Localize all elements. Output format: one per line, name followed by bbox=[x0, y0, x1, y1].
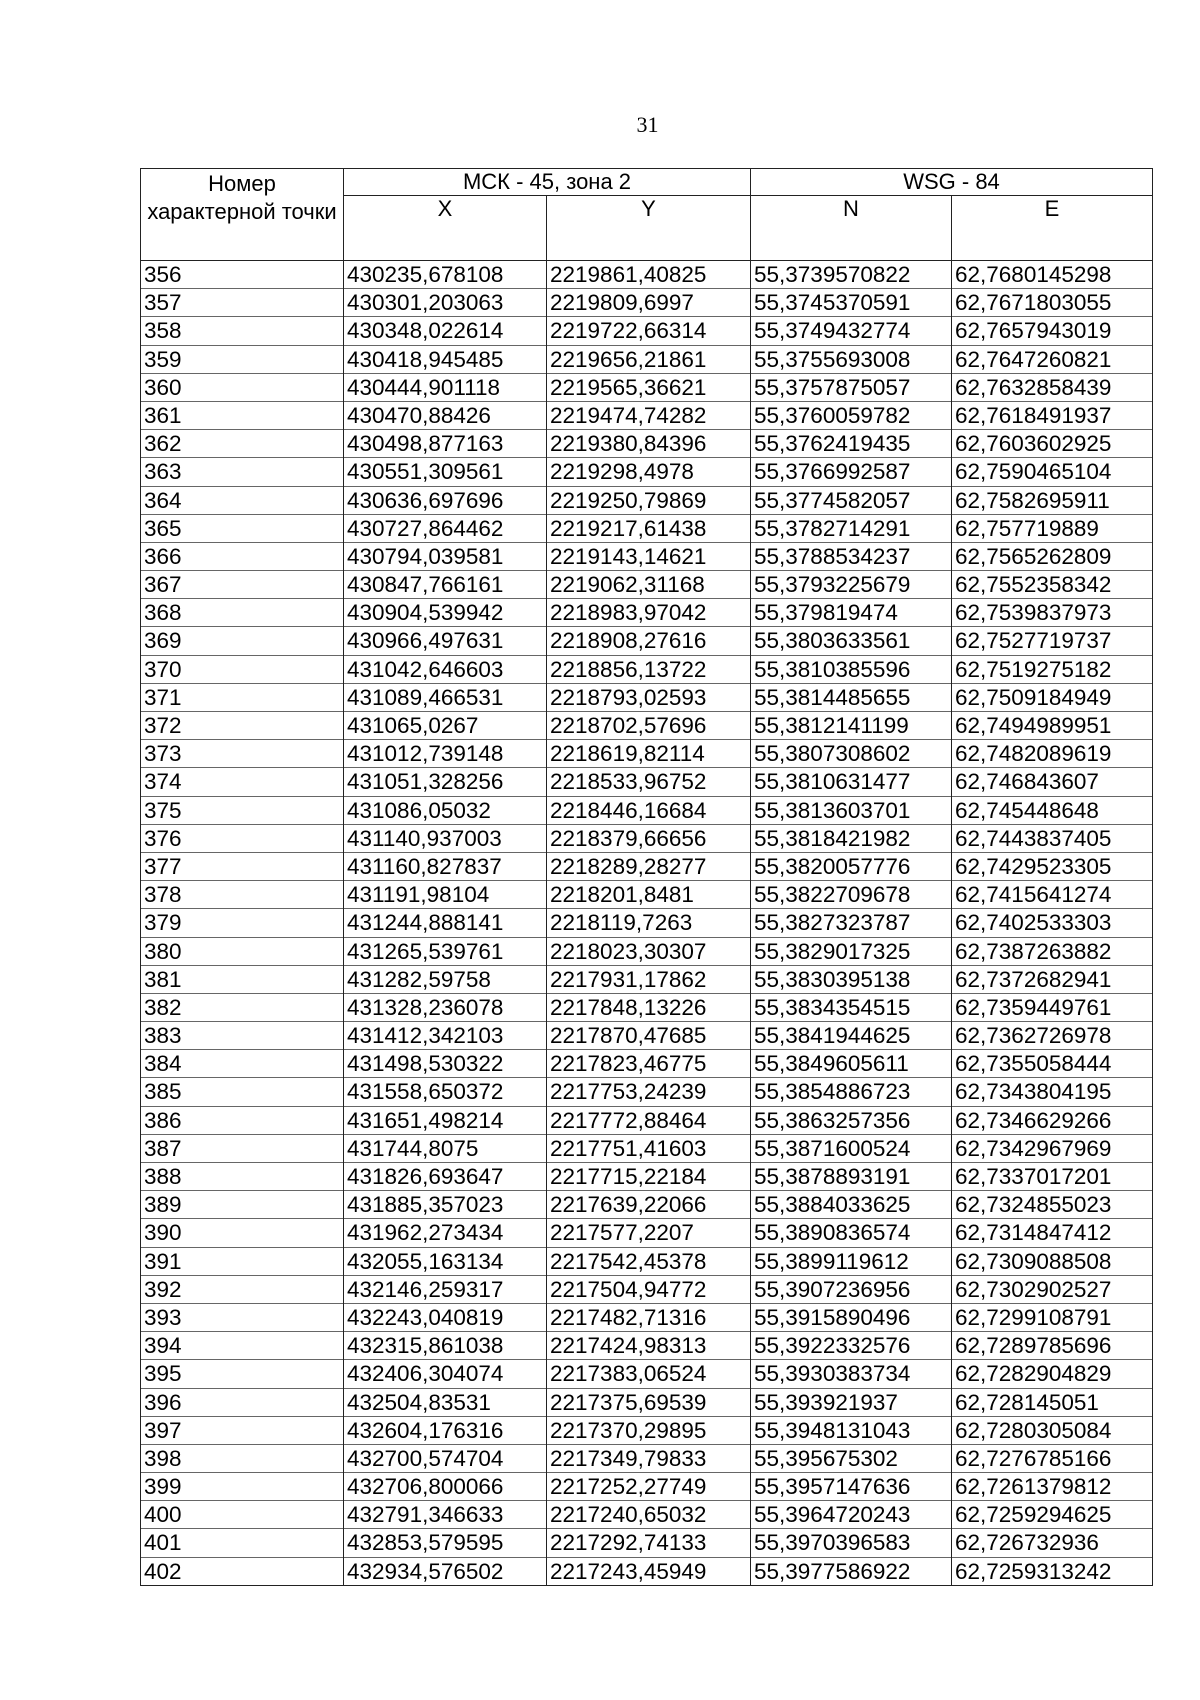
table-row bbox=[141, 289, 1153, 317]
page-number: 31 bbox=[636, 112, 659, 137]
table-row bbox=[141, 937, 1153, 965]
cell-n: 55,3915890496 bbox=[751, 1303, 952, 1331]
coordinates-table bbox=[140, 168, 1153, 1586]
cell-y: 2219565,36621 bbox=[547, 373, 751, 401]
cell-n: 55,3922332576 bbox=[751, 1332, 952, 1360]
cell-point-number: 396 bbox=[141, 1388, 344, 1416]
cell-e: 62,7539837973 bbox=[952, 599, 1153, 627]
cell-point-number: 398 bbox=[141, 1444, 344, 1472]
cell-y: 2218379,66656 bbox=[547, 824, 751, 852]
cell-x: 430966,497631 bbox=[344, 627, 547, 655]
cell-point-number: 356 bbox=[141, 261, 344, 289]
cell-n: 55,3829017325 bbox=[751, 937, 952, 965]
cell-x: 431042,646603 bbox=[344, 655, 547, 683]
cell-point-number: 369 bbox=[141, 627, 344, 655]
cell-point-number: 375 bbox=[141, 796, 344, 824]
cell-e: 62,7299108791 bbox=[952, 1303, 1153, 1331]
table-row bbox=[141, 1022, 1153, 1050]
cell-x: 431885,357023 bbox=[344, 1191, 547, 1219]
cell-y: 2217870,47685 bbox=[547, 1022, 751, 1050]
cell-x: 431140,937003 bbox=[344, 824, 547, 852]
table-row bbox=[141, 965, 1153, 993]
cell-e: 62,7590465104 bbox=[952, 458, 1153, 486]
cell-point-number: 371 bbox=[141, 683, 344, 711]
cell-e: 62,7261379812 bbox=[952, 1473, 1153, 1501]
table-header bbox=[141, 169, 1153, 261]
header-msk-group: МСК - 45, зона 2 bbox=[344, 169, 751, 196]
cell-e: 62,7671803055 bbox=[952, 289, 1153, 317]
cell-e: 62,7429523305 bbox=[952, 852, 1153, 880]
cell-n: 55,3930383734 bbox=[751, 1360, 952, 1388]
cell-x: 431962,273434 bbox=[344, 1219, 547, 1247]
table-row bbox=[141, 401, 1153, 429]
cell-n: 55,3820057776 bbox=[751, 852, 952, 880]
cell-e: 62,745448648 bbox=[952, 796, 1153, 824]
cell-point-number: 362 bbox=[141, 430, 344, 458]
table-row bbox=[141, 1050, 1153, 1078]
cell-n: 55,3948131043 bbox=[751, 1416, 952, 1444]
cell-e: 62,726732936 bbox=[952, 1529, 1153, 1557]
table-row bbox=[141, 458, 1153, 486]
cell-point-number: 364 bbox=[141, 486, 344, 514]
cell-x: 431498,530322 bbox=[344, 1050, 547, 1078]
cell-point-number: 395 bbox=[141, 1360, 344, 1388]
cell-x: 431826,693647 bbox=[344, 1163, 547, 1191]
cell-x: 430444,901118 bbox=[344, 373, 547, 401]
cell-y: 2219250,79869 bbox=[547, 486, 751, 514]
header-n: N bbox=[751, 196, 952, 261]
table-row bbox=[141, 1444, 1153, 1472]
cell-e: 62,7346629266 bbox=[952, 1106, 1153, 1134]
table-row bbox=[141, 1332, 1153, 1360]
cell-y: 2217848,13226 bbox=[547, 993, 751, 1021]
cell-x: 431191,98104 bbox=[344, 881, 547, 909]
cell-n: 55,3749432774 bbox=[751, 317, 952, 345]
cell-y: 2218289,28277 bbox=[547, 852, 751, 880]
cell-e: 62,7443837405 bbox=[952, 824, 1153, 852]
cell-x: 431065,0267 bbox=[344, 712, 547, 740]
cell-n: 55,3884033625 bbox=[751, 1191, 952, 1219]
cell-x: 430847,766161 bbox=[344, 571, 547, 599]
cell-n: 55,3890836574 bbox=[751, 1219, 952, 1247]
cell-point-number: 385 bbox=[141, 1078, 344, 1106]
cell-n: 55,3810631477 bbox=[751, 768, 952, 796]
cell-x: 430904,539942 bbox=[344, 599, 547, 627]
cell-n: 55,3766992587 bbox=[751, 458, 952, 486]
cell-x: 431744,8075 bbox=[344, 1134, 547, 1162]
cell-point-number: 390 bbox=[141, 1219, 344, 1247]
cell-n: 55,3827323787 bbox=[751, 909, 952, 937]
table-row bbox=[141, 1388, 1153, 1416]
cell-e: 62,7527719737 bbox=[952, 627, 1153, 655]
table-row bbox=[141, 1078, 1153, 1106]
cell-point-number: 391 bbox=[141, 1247, 344, 1275]
cell-x: 431558,650372 bbox=[344, 1078, 547, 1106]
cell-n: 55,3849605611 bbox=[751, 1050, 952, 1078]
table-body bbox=[141, 261, 1153, 1586]
cell-n: 55,3822709678 bbox=[751, 881, 952, 909]
cell-y: 2217482,71316 bbox=[547, 1303, 751, 1331]
cell-e: 62,7582695911 bbox=[952, 486, 1153, 514]
cell-n: 55,3814485655 bbox=[751, 683, 952, 711]
table-row bbox=[141, 599, 1153, 627]
table-row bbox=[141, 796, 1153, 824]
cell-x: 431089,466531 bbox=[344, 683, 547, 711]
cell-x: 431012,739148 bbox=[344, 740, 547, 768]
cell-y: 2217753,24239 bbox=[547, 1078, 751, 1106]
cell-n: 55,3745370591 bbox=[751, 289, 952, 317]
cell-e: 62,7343804195 bbox=[952, 1078, 1153, 1106]
table-row bbox=[141, 1473, 1153, 1501]
cell-n: 55,3957147636 bbox=[751, 1473, 952, 1501]
cell-e: 62,7415641274 bbox=[952, 881, 1153, 909]
cell-e: 62,7618491937 bbox=[952, 401, 1153, 429]
cell-x: 432791,346633 bbox=[344, 1501, 547, 1529]
cell-y: 2218702,57696 bbox=[547, 712, 751, 740]
cell-e: 62,728145051 bbox=[952, 1388, 1153, 1416]
table-row bbox=[141, 881, 1153, 909]
table-row bbox=[141, 1303, 1153, 1331]
cell-n: 55,3810385596 bbox=[751, 655, 952, 683]
cell-e: 62,7359449761 bbox=[952, 993, 1153, 1021]
cell-point-number: 357 bbox=[141, 289, 344, 317]
cell-n: 55,395675302 bbox=[751, 1444, 952, 1472]
header-point-number: Номер характерной точки bbox=[141, 169, 344, 261]
cell-x: 430551,309561 bbox=[344, 458, 547, 486]
cell-point-number: 383 bbox=[141, 1022, 344, 1050]
cell-y: 2219298,4978 bbox=[547, 458, 751, 486]
cell-y: 2219474,74282 bbox=[547, 401, 751, 429]
cell-e: 62,7603602925 bbox=[952, 430, 1153, 458]
table-row bbox=[141, 1529, 1153, 1557]
cell-x: 431051,328256 bbox=[344, 768, 547, 796]
header-y: Y bbox=[547, 196, 751, 261]
table-row bbox=[141, 317, 1153, 345]
cell-n: 55,3803633561 bbox=[751, 627, 952, 655]
cell-point-number: 358 bbox=[141, 317, 344, 345]
cell-e: 62,7482089619 bbox=[952, 740, 1153, 768]
cell-y: 2219861,40825 bbox=[547, 261, 751, 289]
cell-y: 2218446,16684 bbox=[547, 796, 751, 824]
cell-y: 2217504,94772 bbox=[547, 1275, 751, 1303]
table-row bbox=[141, 1275, 1153, 1303]
cell-x: 432934,576502 bbox=[344, 1557, 547, 1585]
cell-x: 430301,203063 bbox=[344, 289, 547, 317]
cell-y: 2217772,88464 bbox=[547, 1106, 751, 1134]
table-row bbox=[141, 768, 1153, 796]
cell-x: 430636,697696 bbox=[344, 486, 547, 514]
cell-point-number: 368 bbox=[141, 599, 344, 627]
cell-n: 55,3813603701 bbox=[751, 796, 952, 824]
table-row bbox=[141, 514, 1153, 542]
cell-point-number: 401 bbox=[141, 1529, 344, 1557]
cell-point-number: 366 bbox=[141, 542, 344, 570]
cell-n: 55,379819474 bbox=[751, 599, 952, 627]
cell-point-number: 370 bbox=[141, 655, 344, 683]
table-row bbox=[141, 655, 1153, 683]
cell-y: 2218201,8481 bbox=[547, 881, 751, 909]
cell-e: 62,7324855023 bbox=[952, 1191, 1153, 1219]
cell-y: 2219062,31168 bbox=[547, 571, 751, 599]
cell-point-number: 384 bbox=[141, 1050, 344, 1078]
table-row bbox=[141, 740, 1153, 768]
cell-e: 62,757719889 bbox=[952, 514, 1153, 542]
table-row bbox=[141, 683, 1153, 711]
cell-n: 55,3907236956 bbox=[751, 1275, 952, 1303]
cell-n: 55,3830395138 bbox=[751, 965, 952, 993]
cell-e: 62,7519275182 bbox=[952, 655, 1153, 683]
cell-point-number: 372 bbox=[141, 712, 344, 740]
cell-point-number: 377 bbox=[141, 852, 344, 880]
cell-n: 55,3812141199 bbox=[751, 712, 952, 740]
header-e: E bbox=[952, 196, 1153, 261]
cell-y: 2218023,30307 bbox=[547, 937, 751, 965]
cell-e: 62,7259313242 bbox=[952, 1557, 1153, 1585]
cell-y: 2217751,41603 bbox=[547, 1134, 751, 1162]
cell-y: 2218983,97042 bbox=[547, 599, 751, 627]
cell-e: 62,7314847412 bbox=[952, 1219, 1153, 1247]
cell-point-number: 397 bbox=[141, 1416, 344, 1444]
cell-point-number: 361 bbox=[141, 401, 344, 429]
cell-point-number: 365 bbox=[141, 514, 344, 542]
cell-x: 432504,83531 bbox=[344, 1388, 547, 1416]
cell-x: 430235,678108 bbox=[344, 261, 547, 289]
cell-x: 431086,05032 bbox=[344, 796, 547, 824]
header-wsg-group: WSG - 84 bbox=[751, 169, 1153, 196]
cell-e: 62,7282904829 bbox=[952, 1360, 1153, 1388]
cell-point-number: 381 bbox=[141, 965, 344, 993]
cell-y: 2217240,65032 bbox=[547, 1501, 751, 1529]
cell-point-number: 399 bbox=[141, 1473, 344, 1501]
cell-y: 2217931,17862 bbox=[547, 965, 751, 993]
cell-e: 62,7680145298 bbox=[952, 261, 1153, 289]
cell-e: 62,7372682941 bbox=[952, 965, 1153, 993]
table-row bbox=[141, 1219, 1153, 1247]
cell-e: 62,7342967969 bbox=[952, 1134, 1153, 1162]
cell-point-number: 387 bbox=[141, 1134, 344, 1162]
cell-point-number: 393 bbox=[141, 1303, 344, 1331]
cell-y: 2218793,02593 bbox=[547, 683, 751, 711]
cell-y: 2217349,79833 bbox=[547, 1444, 751, 1472]
table-row bbox=[141, 852, 1153, 880]
header-row-groups bbox=[141, 169, 1153, 196]
cell-x: 432243,040819 bbox=[344, 1303, 547, 1331]
table-row bbox=[141, 1501, 1153, 1529]
cell-x: 431265,539761 bbox=[344, 937, 547, 965]
table-row bbox=[141, 542, 1153, 570]
cell-n: 55,3899119612 bbox=[751, 1247, 952, 1275]
cell-e: 62,7259294625 bbox=[952, 1501, 1153, 1529]
cell-x: 432700,574704 bbox=[344, 1444, 547, 1472]
cell-n: 55,393921937 bbox=[751, 1388, 952, 1416]
cell-y: 2219380,84396 bbox=[547, 430, 751, 458]
cell-n: 55,3739570822 bbox=[751, 261, 952, 289]
cell-x: 432055,163134 bbox=[344, 1247, 547, 1275]
cell-point-number: 389 bbox=[141, 1191, 344, 1219]
cell-point-number: 360 bbox=[141, 373, 344, 401]
cell-point-number: 388 bbox=[141, 1163, 344, 1191]
cell-point-number: 378 bbox=[141, 881, 344, 909]
cell-point-number: 373 bbox=[141, 740, 344, 768]
cell-n: 55,3970396583 bbox=[751, 1529, 952, 1557]
cell-y: 2217715,22184 bbox=[547, 1163, 751, 1191]
cell-x: 432315,861038 bbox=[344, 1332, 547, 1360]
cell-y: 2217823,46775 bbox=[547, 1050, 751, 1078]
table-row bbox=[141, 824, 1153, 852]
cell-x: 432853,579595 bbox=[344, 1529, 547, 1557]
header-x: X bbox=[344, 196, 547, 261]
cell-y: 2219143,14621 bbox=[547, 542, 751, 570]
cell-x: 431651,498214 bbox=[344, 1106, 547, 1134]
table-row bbox=[141, 1163, 1153, 1191]
cell-e: 62,7494989951 bbox=[952, 712, 1153, 740]
cell-x: 431282,59758 bbox=[344, 965, 547, 993]
cell-e: 62,7509184949 bbox=[952, 683, 1153, 711]
cell-point-number: 363 bbox=[141, 458, 344, 486]
cell-y: 2217639,22066 bbox=[547, 1191, 751, 1219]
cell-y: 2217424,98313 bbox=[547, 1332, 751, 1360]
cell-x: 432406,304074 bbox=[344, 1360, 547, 1388]
cell-n: 55,3863257356 bbox=[751, 1106, 952, 1134]
cell-x: 431412,342103 bbox=[344, 1022, 547, 1050]
cell-point-number: 380 bbox=[141, 937, 344, 965]
cell-point-number: 367 bbox=[141, 571, 344, 599]
table-row bbox=[141, 373, 1153, 401]
cell-n: 55,3762419435 bbox=[751, 430, 952, 458]
table-row bbox=[141, 993, 1153, 1021]
cell-point-number: 374 bbox=[141, 768, 344, 796]
cell-point-number: 400 bbox=[141, 1501, 344, 1529]
cell-x: 432604,176316 bbox=[344, 1416, 547, 1444]
cell-n: 55,3964720243 bbox=[751, 1501, 952, 1529]
cell-e: 62,7565262809 bbox=[952, 542, 1153, 570]
table-row bbox=[141, 486, 1153, 514]
cell-n: 55,3854886723 bbox=[751, 1078, 952, 1106]
cell-y: 2217542,45378 bbox=[547, 1247, 751, 1275]
table-row bbox=[141, 571, 1153, 599]
cell-y: 2218856,13722 bbox=[547, 655, 751, 683]
cell-y: 2219217,61438 bbox=[547, 514, 751, 542]
cell-x: 430470,88426 bbox=[344, 401, 547, 429]
table-row bbox=[141, 1247, 1153, 1275]
table-row bbox=[141, 1416, 1153, 1444]
cell-y: 2219722,66314 bbox=[547, 317, 751, 345]
cell-point-number: 392 bbox=[141, 1275, 344, 1303]
cell-y: 2218533,96752 bbox=[547, 768, 751, 796]
cell-e: 62,746843607 bbox=[952, 768, 1153, 796]
cell-e: 62,7647260821 bbox=[952, 345, 1153, 373]
table-row bbox=[141, 261, 1153, 289]
cell-e: 62,7276785166 bbox=[952, 1444, 1153, 1472]
cell-n: 55,3757875057 bbox=[751, 373, 952, 401]
table-row bbox=[141, 1191, 1153, 1219]
table-row bbox=[141, 1360, 1153, 1388]
cell-e: 62,7657943019 bbox=[952, 317, 1153, 345]
cell-x: 430794,039581 bbox=[344, 542, 547, 570]
cell-n: 55,3834354515 bbox=[751, 993, 952, 1021]
cell-e: 62,7362726978 bbox=[952, 1022, 1153, 1050]
cell-y: 2219809,6997 bbox=[547, 289, 751, 317]
cell-point-number: 386 bbox=[141, 1106, 344, 1134]
table-row bbox=[141, 627, 1153, 655]
cell-point-number: 394 bbox=[141, 1332, 344, 1360]
cell-n: 55,3782714291 bbox=[751, 514, 952, 542]
cell-n: 55,3793225679 bbox=[751, 571, 952, 599]
table-row bbox=[141, 345, 1153, 373]
cell-x: 430418,945485 bbox=[344, 345, 547, 373]
cell-x: 430498,877163 bbox=[344, 430, 547, 458]
cell-n: 55,3788534237 bbox=[751, 542, 952, 570]
cell-e: 62,7337017201 bbox=[952, 1163, 1153, 1191]
cell-e: 62,7632858439 bbox=[952, 373, 1153, 401]
cell-n: 55,3878893191 bbox=[751, 1163, 952, 1191]
table-row bbox=[141, 1134, 1153, 1162]
cell-n: 55,3760059782 bbox=[751, 401, 952, 429]
cell-e: 62,7387263882 bbox=[952, 937, 1153, 965]
cell-e: 62,7355058444 bbox=[952, 1050, 1153, 1078]
table-row bbox=[141, 712, 1153, 740]
cell-y: 2218908,27616 bbox=[547, 627, 751, 655]
cell-n: 55,3818421982 bbox=[751, 824, 952, 852]
table-row bbox=[141, 1557, 1153, 1585]
cell-e: 62,7402533303 bbox=[952, 909, 1153, 937]
cell-point-number: 376 bbox=[141, 824, 344, 852]
cell-point-number: 402 bbox=[141, 1557, 344, 1585]
table-row bbox=[141, 1106, 1153, 1134]
cell-e: 62,7309088508 bbox=[952, 1247, 1153, 1275]
cell-y: 2217292,74133 bbox=[547, 1529, 751, 1557]
cell-x: 430348,022614 bbox=[344, 317, 547, 345]
cell-n: 55,3774582057 bbox=[751, 486, 952, 514]
cell-e: 62,7302902527 bbox=[952, 1275, 1153, 1303]
table-row bbox=[141, 430, 1153, 458]
cell-point-number: 359 bbox=[141, 345, 344, 373]
cell-n: 55,3871600524 bbox=[751, 1134, 952, 1162]
cell-y: 2217252,27749 bbox=[547, 1473, 751, 1501]
cell-y: 2217577,2207 bbox=[547, 1219, 751, 1247]
cell-n: 55,3977586922 bbox=[751, 1557, 952, 1585]
table-row bbox=[141, 909, 1153, 937]
cell-y: 2217370,29895 bbox=[547, 1416, 751, 1444]
cell-x: 432706,800066 bbox=[344, 1473, 547, 1501]
cell-y: 2217375,69539 bbox=[547, 1388, 751, 1416]
cell-y: 2217383,06524 bbox=[547, 1360, 751, 1388]
cell-point-number: 379 bbox=[141, 909, 344, 937]
cell-x: 431328,236078 bbox=[344, 993, 547, 1021]
cell-x: 431244,888141 bbox=[344, 909, 547, 937]
cell-n: 55,3807308602 bbox=[751, 740, 952, 768]
cell-y: 2219656,21861 bbox=[547, 345, 751, 373]
cell-e: 62,7280305084 bbox=[952, 1416, 1153, 1444]
cell-y: 2217243,45949 bbox=[547, 1557, 751, 1585]
cell-x: 430727,864462 bbox=[344, 514, 547, 542]
cell-y: 2218619,82114 bbox=[547, 740, 751, 768]
cell-e: 62,7552358342 bbox=[952, 571, 1153, 599]
cell-e: 62,7289785696 bbox=[952, 1332, 1153, 1360]
cell-n: 55,3841944625 bbox=[751, 1022, 952, 1050]
cell-x: 431160,827837 bbox=[344, 852, 547, 880]
cell-x: 432146,259317 bbox=[344, 1275, 547, 1303]
cell-point-number: 382 bbox=[141, 993, 344, 1021]
cell-y: 2218119,7263 bbox=[547, 909, 751, 937]
cell-n: 55,3755693008 bbox=[751, 345, 952, 373]
